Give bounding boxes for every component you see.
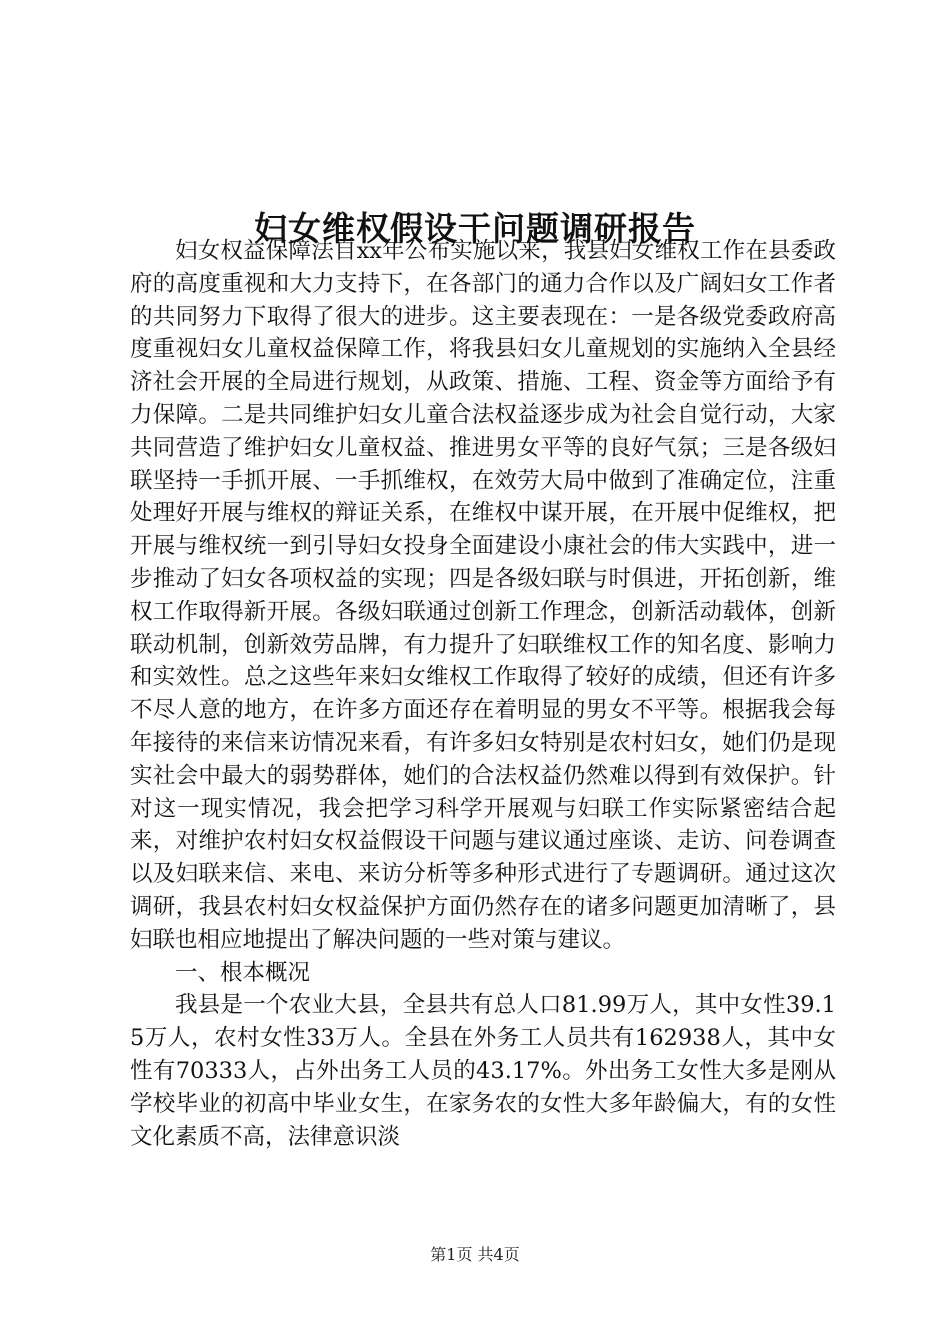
page-footer: 第1页 共4页 bbox=[430, 1245, 520, 1264]
document-body bbox=[130, 235, 836, 1153]
section-heading: 一、根本概况 bbox=[175, 959, 311, 986]
document-title: 妇女维权假设干问题调研报告 bbox=[254, 209, 696, 249]
intro-paragraph: 妇女权益保障法自xx年公布实施以来，我县妇女维权工作在县委政府的高度重视和大力支持下，在各部门的通力合作以及广阔妇女工作者的共同努力下取得了很大的进步。这主要表现在：一是各级党委政府高度重视妇女儿童权益保障工作，将我县妇女儿童规划的实施纳入全县经济社会开展的全局进行规划，从政策、措施、工程、资金等方面给予有力保障。二是共同维护妇女儿童合法权益逐步成为社会自觉行动，大家共同营造了维护妇女儿童权益、推进男女平等的良好气氛；三是各级妇联坚持一手抓开展、一手抓维权，在效劳大局中做到了准确定位，注重处理好开展与维权的辩证关系，在维权中谋开展，在开展中促维权，把开展与维权统一到引导妇女投身全面建设小康社会的伟大实践中，进一步推动了妇女各项权益的实现；四是各级妇联与时俱进，开拓创新，维权工作取得新开展。各级妇联通过创新工作理念，创新活动载体，创新联动机制，创新效劳品牌，有力提升了妇联维权工作的知名度、影响力和实效性。总之这些年来妇女维权工作取得了较好的成绩，但还有许多不尽人意的地方，在许多方面还存在着明显的男女不平等。根据我会每年接待的来信来访情况来看，有许多妇女特别是农村妇女，她们仍是现实社会中最大的弱势群体，她们的合法权益仍然难以得到有效保护。针对这一现实情况，我会把学习科学开展观与妇联工作实际紧密结合起来，对维护农村妇女权益假设干问题与建议通过座谈、走访、问卷调查以及妇联来信、来电、来访分析等多种形式进行了专题调研。通过这次调研，我县农村妇女权益保护方面仍然存在的诸多问题更加清晰了，县妇联也相应地提出了解决问题的一些对策与建议。 bbox=[130, 238, 836, 953]
section-paragraph: 我县是一个农业大县，全县共有总人口81.99万人，其中女性39.15万人，农村女性33万人。全县在外务工人员共有162938人，其中女性有70333人，占外出务工人员的43.17%。外出务工女性大多是刚从学校毕业的初高中毕业女生，在家务农的女性大多年龄偏大，有的女性文化素质不高，法律意识淡 bbox=[130, 992, 836, 1150]
